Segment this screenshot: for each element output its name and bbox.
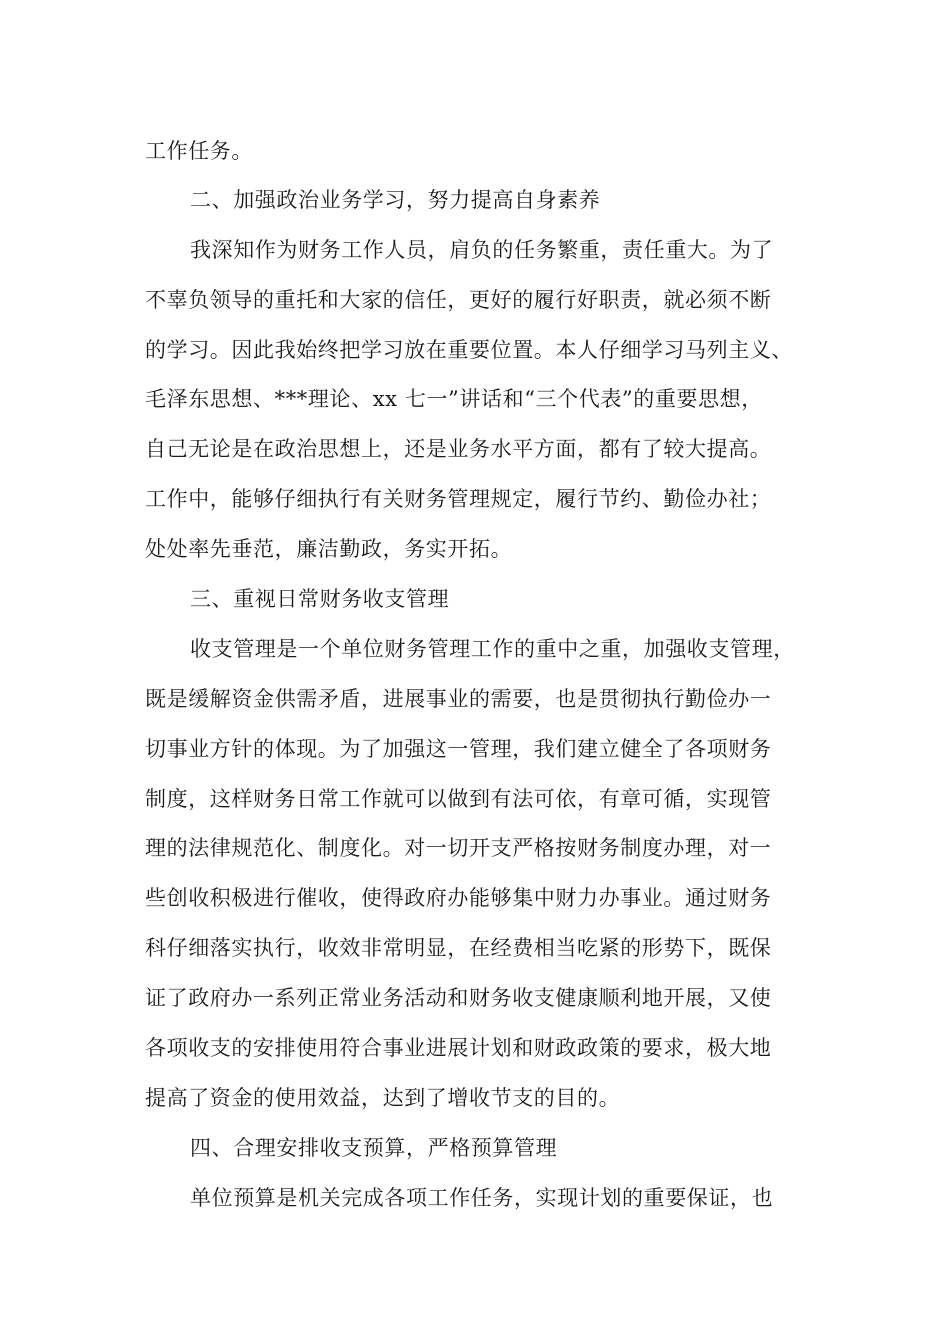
paragraph-line: 既是缓解资金供需矛盾，进展事业的需要，也是贯彻执行勤俭办一: [145, 687, 772, 711]
paragraph-line: 理的法律规范化、制度化。对一切开支严格按财务制度办理，对一: [145, 836, 772, 860]
paragraph-line: 的学习。因此我始终把学习放在重要位置。本人仔细学习马列主义、: [145, 338, 793, 362]
paragraph-line: 我深知作为财务工作人员，肩负的任务繁重，责任重大。为了: [190, 238, 774, 262]
section-heading: 三、重视日常财务收支管理: [190, 587, 450, 611]
paragraph-line: 科仔细落实执行，收效非常明显，在经费相当吃紧的形势下，既保: [145, 936, 772, 960]
paragraph-line: 处处率先垂范，廉洁勤政，务实开拓。: [145, 537, 513, 561]
paragraph-line: 些创收积极进行催收，使得政府办能够集中财力办事业。通过财务: [145, 886, 772, 910]
paragraph-line: 提高了资金的使用效益，达到了增收节支的目的。: [145, 1086, 621, 1110]
paragraph-line: 工作中，能够仔细执行有关财务管理规定，履行节约、勤俭办社；: [145, 487, 772, 511]
paragraph-line: 证了政府办一系列正常业务活动和财务收支健康顺利地开展，又使: [145, 986, 772, 1010]
paragraph-line: 不辜负领导的重托和大家的信任，更好的履行好职责，就必须不断: [145, 288, 772, 312]
paragraph-line: 收支管理是一个单位财务管理工作的重中之重，加强收支管理，: [190, 637, 795, 661]
paragraph-line: 切事业方针的体现。为了加强这一管理，我们建立健全了各项财务: [145, 737, 772, 761]
paragraph-line: 各项收支的安排使用符合事业进展计划和财政政策的要求，极大地: [145, 1036, 772, 1060]
paragraph-line: 制度，这样财务日常工作就可以做到有法可依，有章可循，实现管: [145, 787, 772, 811]
text-line: 工作任务。: [145, 139, 253, 163]
section-heading: 四、合理安排收支预算，严格预算管理: [190, 1136, 558, 1160]
paragraph-line: 单位预算是机关完成各项工作任务，实现计划的重要保证，也: [190, 1186, 774, 1210]
paragraph-line: 毛泽东思想、***理论、xx 七一”讲话和“三个代表”的重要思想，: [145, 387, 763, 411]
paragraph-line: 自己无论是在政治思想上，还是业务水平方面，都有了较大提高。: [145, 437, 772, 461]
section-heading: 二、加强政治业务学习，努力提高自身素养: [190, 188, 601, 212]
